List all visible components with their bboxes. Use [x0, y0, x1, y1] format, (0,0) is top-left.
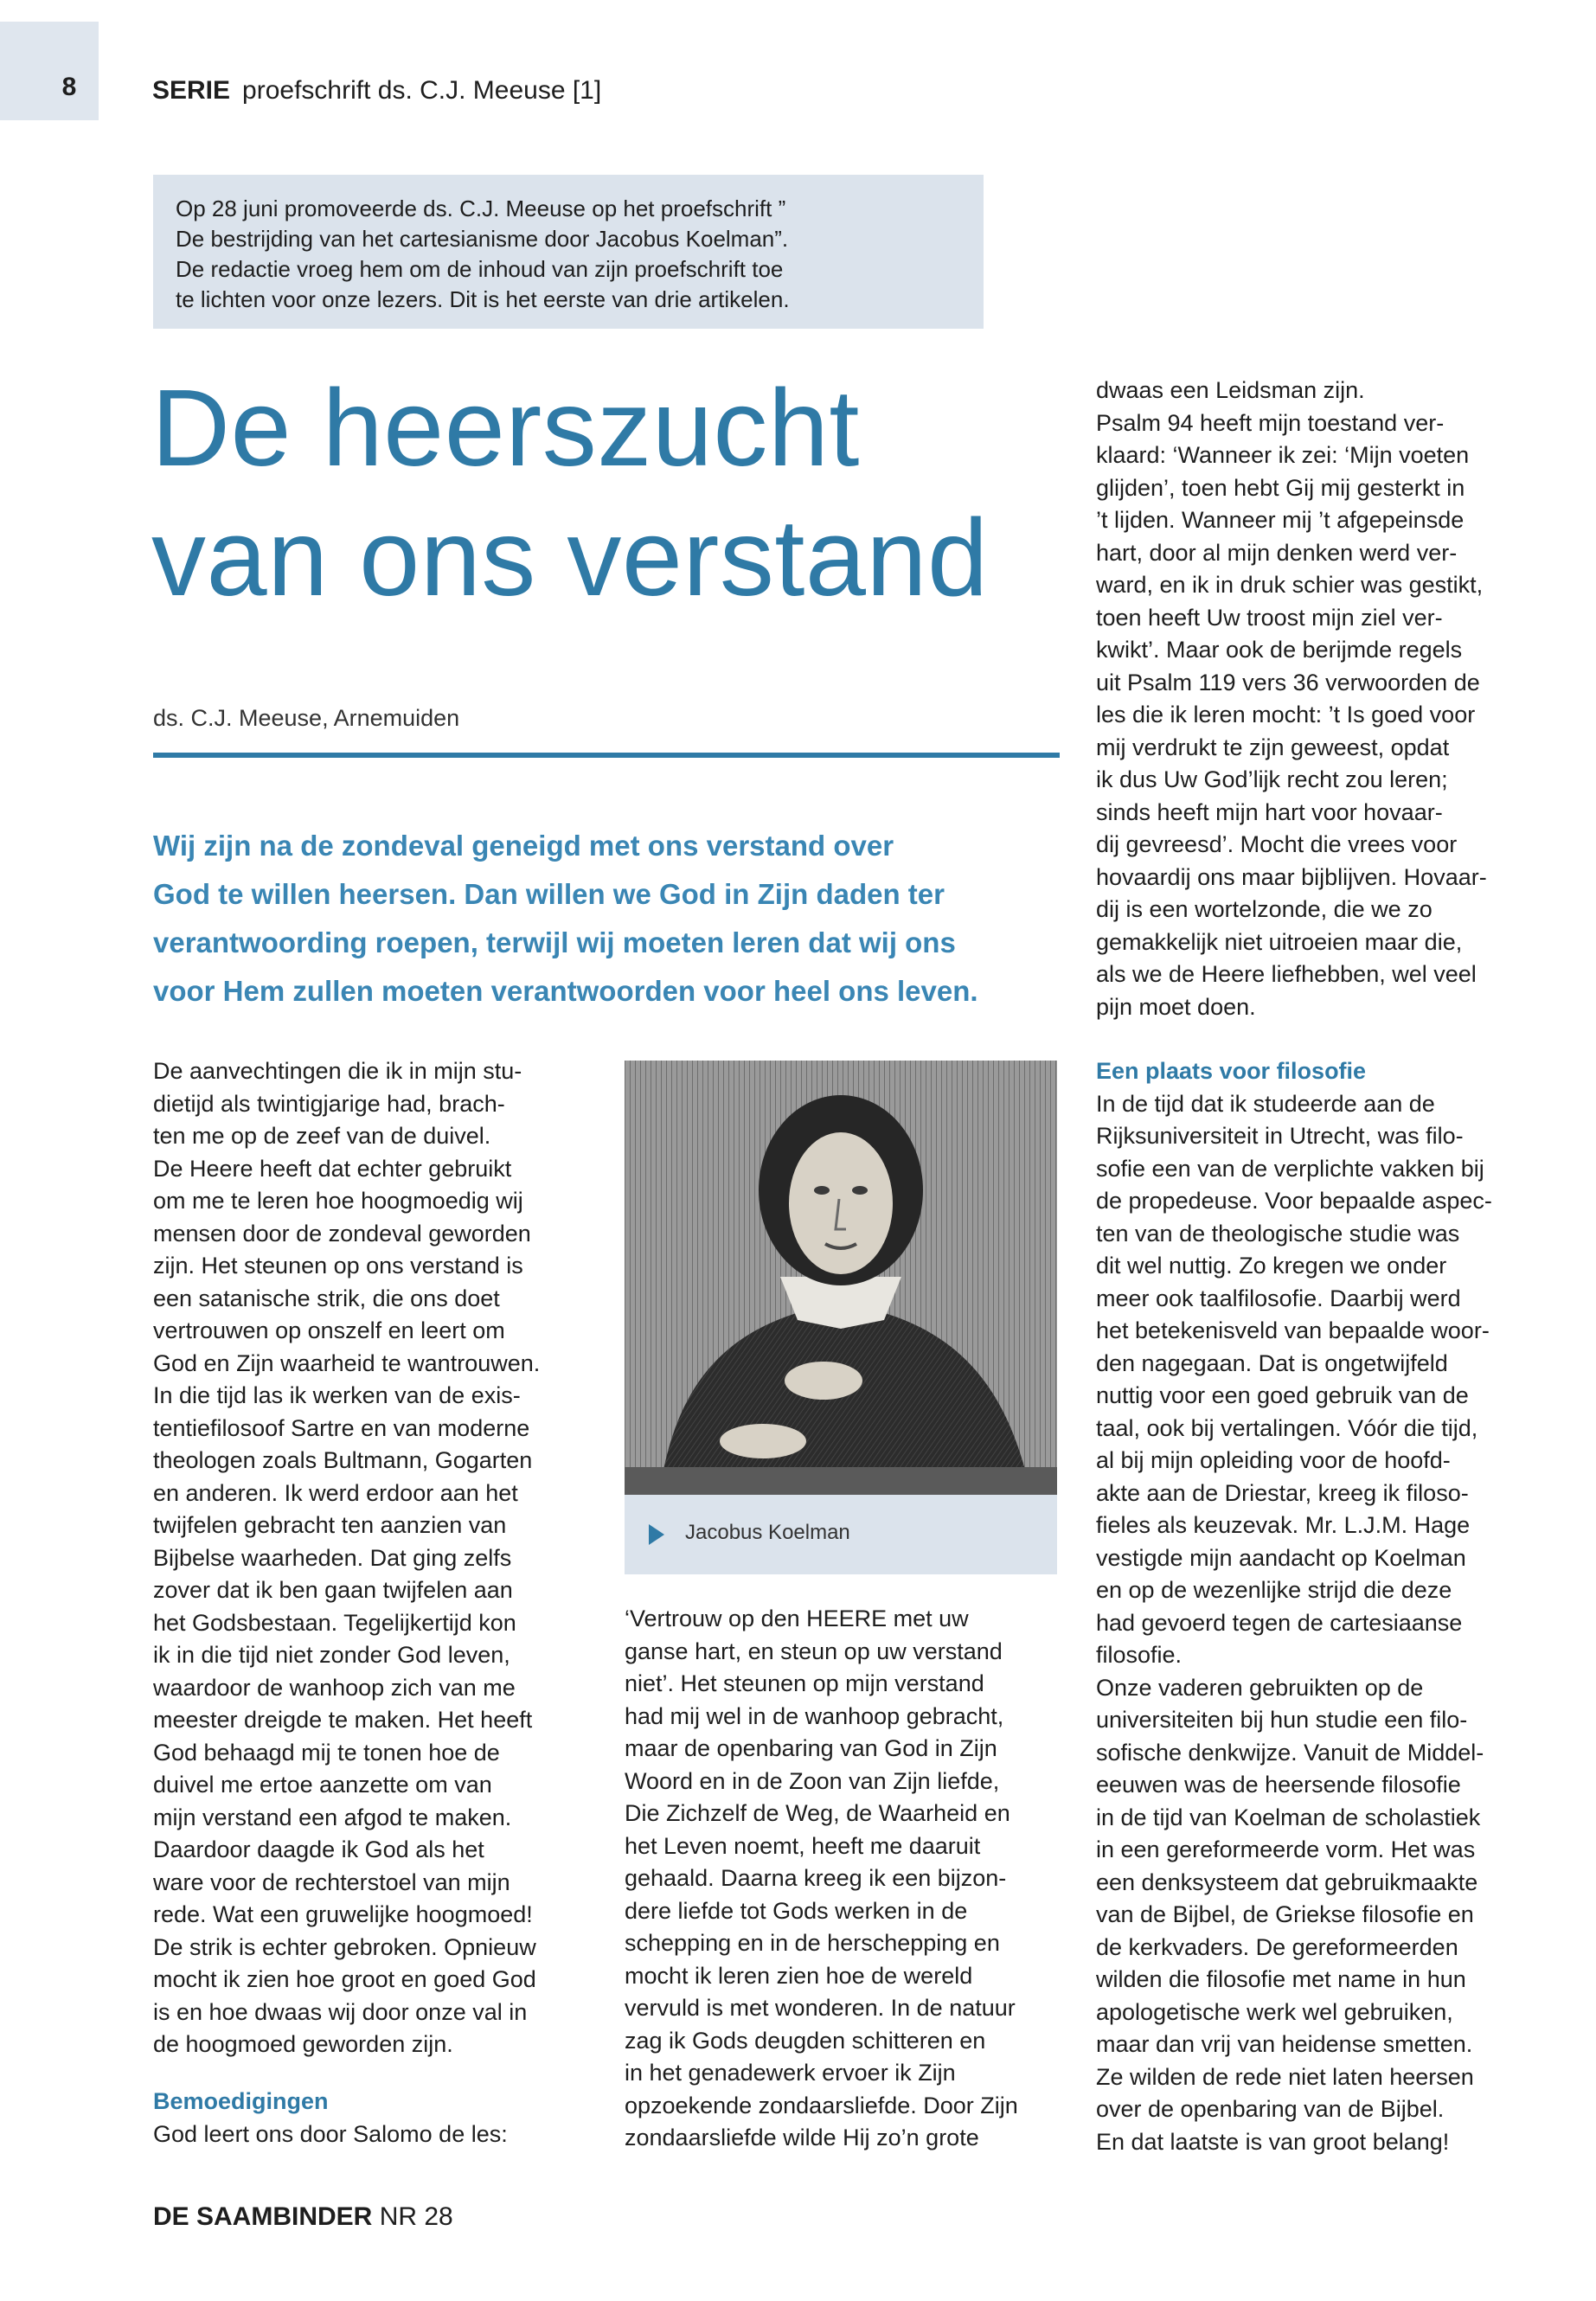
body-line: Daardoor daagde ik God als het [153, 1836, 484, 1862]
column-1-end [153, 2086, 586, 2150]
lead-line: God te willen heersen. Dan willen we God in Zijn daden ter [153, 878, 945, 910]
body-line: Woord en in de Zoon van Zijn liefde, [625, 1767, 1000, 1794]
body-line: zover dat ik ben gaan twijfelen aan [153, 1577, 513, 1603]
body-line: mij verdrukt te zijn geweest, opdat [1096, 734, 1450, 760]
body-line: maar dan vrij van heidense smetten. [1096, 2031, 1473, 2057]
body-line: gehaald. Daarna kreeg ik een bijzon- [625, 1865, 1007, 1891]
series-header [152, 76, 601, 106]
photo-caption: Jacobus Koelman [685, 1521, 850, 1544]
body-line: sinds heeft mijn hart voor hovaar- [1096, 798, 1443, 825]
body-line: filosofie. [1096, 1642, 1183, 1668]
body-line: als we de Heere liefhebben, wel veel [1096, 961, 1477, 987]
body-line: dwaas een Leidsman zijn. [1096, 377, 1365, 403]
body-line: Psalm 94 heeft mijn toestand ver- [1096, 409, 1445, 436]
body-line: de kerkvaders. De gereformeerden [1096, 1933, 1458, 1960]
body-line: taal, ook bij vertalingen. Vóór die tijd, [1096, 1414, 1478, 1441]
body-line: Die Zichzelf de Weg, de Waarheid en [625, 1800, 1010, 1826]
title-divider [153, 753, 1060, 758]
body-line: had mij wel in de wanhoop gebracht, [625, 1702, 1004, 1729]
body-line: De aanvechtingen die ik in mijn stu- [153, 1058, 522, 1084]
body-line: in het genadewerk ervoer ik Zijn [625, 2060, 956, 2086]
body-line: had gevoerd tegen de cartesiaanse [1096, 1609, 1463, 1636]
body-line: gemakkelijk niet uitroeien maar die, [1096, 928, 1463, 955]
column-1 [153, 1055, 586, 2061]
body-line: klaard: ‘Wanneer ik zei: ‘Mijn voeten [1096, 442, 1470, 468]
body-line: meer ook taalfilosofie. Daarbij werd [1096, 1285, 1461, 1311]
body-line: maar de openbaring van God in Zijn [625, 1735, 997, 1761]
lead-line: voor Hem zullen moeten verantwoorden voor heel ons leven. [153, 975, 978, 1007]
author-byline: ds. C.J. Meeuse, Arnemuiden [153, 705, 460, 731]
intro-line: De bestrijding van het cartesianisme door Jacobus Koelman”. [176, 226, 789, 252]
body-line: zondaarsliefde wilde Hij zo’n grote [625, 2125, 979, 2150]
column-3-top [1096, 375, 1546, 1023]
body-line: sofie een van de verplichte vakken bij [1096, 1155, 1484, 1182]
body-line: In de tijd dat ik studeerde aan de [1096, 1090, 1435, 1117]
body-line: duivel me ertoe aanzette om van [153, 1772, 492, 1798]
intro-line: Op 28 juni promoveerde ds. C.J. Meeuse op het proefschrift ” [176, 195, 786, 221]
body-line: dij is een wortelzonde, die we zo [1096, 896, 1433, 922]
subheading-filosofie: Een plaats voor filosofie [1096, 1058, 1367, 1084]
body-line: mocht ik leren zien hoe de wereld [625, 1962, 973, 1989]
subheading-bemoedigingen: Bemoedigingen [153, 2088, 329, 2114]
body-line: dere liefde tot Gods werken in de [625, 1897, 968, 1924]
body-line: kwikt’. Maar ook de berijmde regels [1096, 637, 1463, 663]
body-line: niet’. Het steunen op mijn verstand [625, 1670, 984, 1696]
body-line: Ze wilden de rede niet laten heersen [1096, 2063, 1474, 2090]
body-line: een satanische strik, die ons doet [153, 1285, 500, 1311]
body-line: sofische denkwijze. Vanuit de Middel- [1096, 1739, 1484, 1766]
body-line: ten me op de zeef van de duivel. [153, 1123, 491, 1149]
body-line: in de tijd van Koelman de scholastiek [1096, 1804, 1481, 1830]
body-line: dietijd als twintigjarige had, brach- [153, 1090, 505, 1117]
body-line: waardoor de wanhoop zich van me [153, 1674, 516, 1701]
body-line: hovaardij ons maar bijblijven. Hovaar- [1096, 863, 1487, 890]
body-line: theologen zoals Bultmann, Gogarten [153, 1447, 533, 1473]
body-line: schepping en in de herschepping en [625, 1930, 1000, 1956]
body-line: hart, door al mijn denken werd ver- [1096, 539, 1458, 566]
intro-line: te lichten voor onze lezers. Dit is het eerste van drie artikelen. [176, 286, 790, 312]
body-line: meester dreigde te maken. Het heeft [153, 1707, 533, 1733]
column-3-bottom [1096, 1055, 1546, 2158]
intro-line: De redactie vroeg hem om de inhoud van zijn proefschrift toe [176, 256, 784, 282]
body-line: glijden’, toen hebt Gij mij gesterkt in [1096, 474, 1465, 501]
body-line: van de Bijbel, de Griekse filosofie en [1096, 1901, 1474, 1927]
body-line: apologetische werk wel gebruiken, [1096, 1998, 1453, 2025]
body-line: toen heeft Uw troost mijn ziel ver- [1096, 604, 1443, 631]
body-line: vervuld is met wonderen. In de natuur [625, 1995, 1016, 2021]
body-line: De Heere heeft dat echter gebruikt [153, 1155, 512, 1182]
body-line: wilden die filosofie met name in hun [1096, 1966, 1466, 1992]
body-line: ward, en ik in druk schier was gestikt, [1096, 572, 1484, 598]
series-label: SERIE [152, 76, 231, 105]
body-line: Onze vaderen gebruikten op de [1096, 1674, 1424, 1701]
portrait-engraving [625, 1061, 1057, 1495]
body-line: tentiefilosoof Sartre en van moderne [153, 1414, 530, 1441]
body-line: is en hoe dwaas wij door onze val in [153, 1998, 528, 2025]
body-line: over de openbaring van de Bijbel. [1096, 2096, 1445, 2122]
body-line: ten van de theologische studie was [1096, 1220, 1460, 1247]
body-line: dij gevreesd’. Mocht die vrees voor [1096, 831, 1458, 857]
body-line: God leert ons door Salomo de les: [153, 2120, 508, 2147]
body-line: universiteiten bij hun studie een filo- [1096, 1707, 1468, 1733]
body-line: vestigde mijn aandacht op Koelman [1096, 1544, 1466, 1571]
body-line: in een gereformeerde vorm. Het was [1096, 1836, 1476, 1862]
magazine-name: DE SAAMBINDER [153, 2202, 373, 2231]
caption-arrow-icon [649, 1524, 664, 1545]
body-line: ik dus Uw God’lijk recht zou leren; [1096, 766, 1448, 792]
article-title [151, 363, 1103, 623]
lead-paragraph [153, 822, 1070, 1016]
body-line: om me te leren hoe hoogmoedig wij [153, 1188, 523, 1214]
body-line: mocht ik zien hoe groot en goed God [153, 1966, 536, 1992]
page-number-box [0, 22, 99, 120]
body-line: zag ik Gods deugden schitteren en [625, 2027, 986, 2054]
body-line: nuttig voor een goed gebruik van de [1096, 1382, 1469, 1408]
body-line: De strik is echter gebroken. Opnieuw [153, 1933, 536, 1960]
body-line: God en Zijn waarheid te wantrouwen. [153, 1349, 541, 1376]
intro-box [153, 175, 984, 329]
body-line: uit Psalm 119 vers 36 verwoorden de [1096, 669, 1480, 695]
body-line: den nagegaan. Dat is ongetwijfeld [1096, 1349, 1448, 1376]
lead-line: Wij zijn na de zondeval geneigd met ons verstand over [153, 830, 894, 862]
body-line: ware voor de rechterstoel van mijn [153, 1868, 510, 1895]
body-line: Bijbelse waarheden. Dat ging zelfs [153, 1544, 512, 1571]
body-line: fieles als keuzevak. Mr. L.J.M. Hage [1096, 1512, 1471, 1538]
body-line: ‘Vertrouw op den HEERE met uw [625, 1606, 969, 1631]
body-line: de propedeuse. Voor bepaalde aspec- [1096, 1188, 1492, 1214]
body-line: mijn verstand een afgod te maken. [153, 1804, 512, 1830]
photo-caption-box [625, 1495, 1057, 1574]
body-line: In die tijd las ik werken van de exis- [153, 1382, 521, 1408]
body-line: zijn. Het steunen op ons verstand is [153, 1253, 523, 1279]
body-line: rede. Wat een gruwelijke hoogmoed! [153, 1901, 533, 1927]
body-line: het Godsbestaan. Tegelijkertijd kon [153, 1609, 516, 1636]
body-line: Rijksuniversiteit in Utrecht, was filo- [1096, 1123, 1464, 1149]
body-line: akte aan de Driestar, kreeg ik filoso- [1096, 1479, 1469, 1506]
issue-number: NR 28 [379, 2202, 453, 2231]
body-line: het betekenisveld van bepaalde woor- [1096, 1317, 1490, 1343]
body-line: al bij mijn opleiding voor de hoofd- [1096, 1447, 1451, 1473]
body-line: ’t lijden. Wanneer mij ’t afgepeinsde [1096, 507, 1465, 533]
page-number: 8 [61, 73, 77, 101]
body-line: ik in die tijd niet zonder God leven, [153, 1642, 510, 1668]
body-line: en anderen. Ik werd erdoor aan het [153, 1479, 518, 1506]
title-line: van ons verstand [151, 497, 989, 619]
body-line: opzoekende zondaarsliefde. Door Zijn [625, 2092, 1018, 2118]
body-line: en op de wezenlijke strijd die deze [1096, 1577, 1452, 1603]
body-line: ganse hart, en steun op uw verstand [625, 1638, 1003, 1664]
portrait-photo [625, 1061, 1057, 1495]
body-line: twijfelen gebracht ten aanzien van [153, 1512, 507, 1538]
body-line: het Leven noemt, heeft me daaruit [625, 1832, 981, 1859]
body-line: God behaagd mij te tonen hoe de [153, 1739, 500, 1766]
body-line: een denksysteem dat gebruikmaakte [1096, 1868, 1478, 1895]
column-2 [625, 1603, 1074, 2155]
body-line: En dat laatste is van groot belang! [1096, 2128, 1450, 2155]
body-line: vertrouwen op onszelf en leert om [153, 1317, 505, 1343]
body-line: de hoogmoed geworden zijn. [153, 2031, 453, 2057]
body-line: pijn moet doen. [1096, 993, 1256, 1020]
body-line: dit wel nuttig. Zo kregen we onder [1096, 1253, 1447, 1279]
series-text: proefschrift ds. C.J. Meeuse [1] [242, 76, 602, 105]
footer [153, 2202, 453, 2232]
body-line: eeuwen was de heersende filosofie [1096, 1772, 1461, 1798]
lead-line: verantwoording roepen, terwijl wij moeten leren dat wij ons [153, 926, 956, 958]
title-line: De heerszucht [151, 367, 860, 489]
body-line: mensen door de zondeval geworden [153, 1220, 531, 1247]
body-line: les die ik leren mocht: ’t Is goed voor [1096, 702, 1476, 727]
